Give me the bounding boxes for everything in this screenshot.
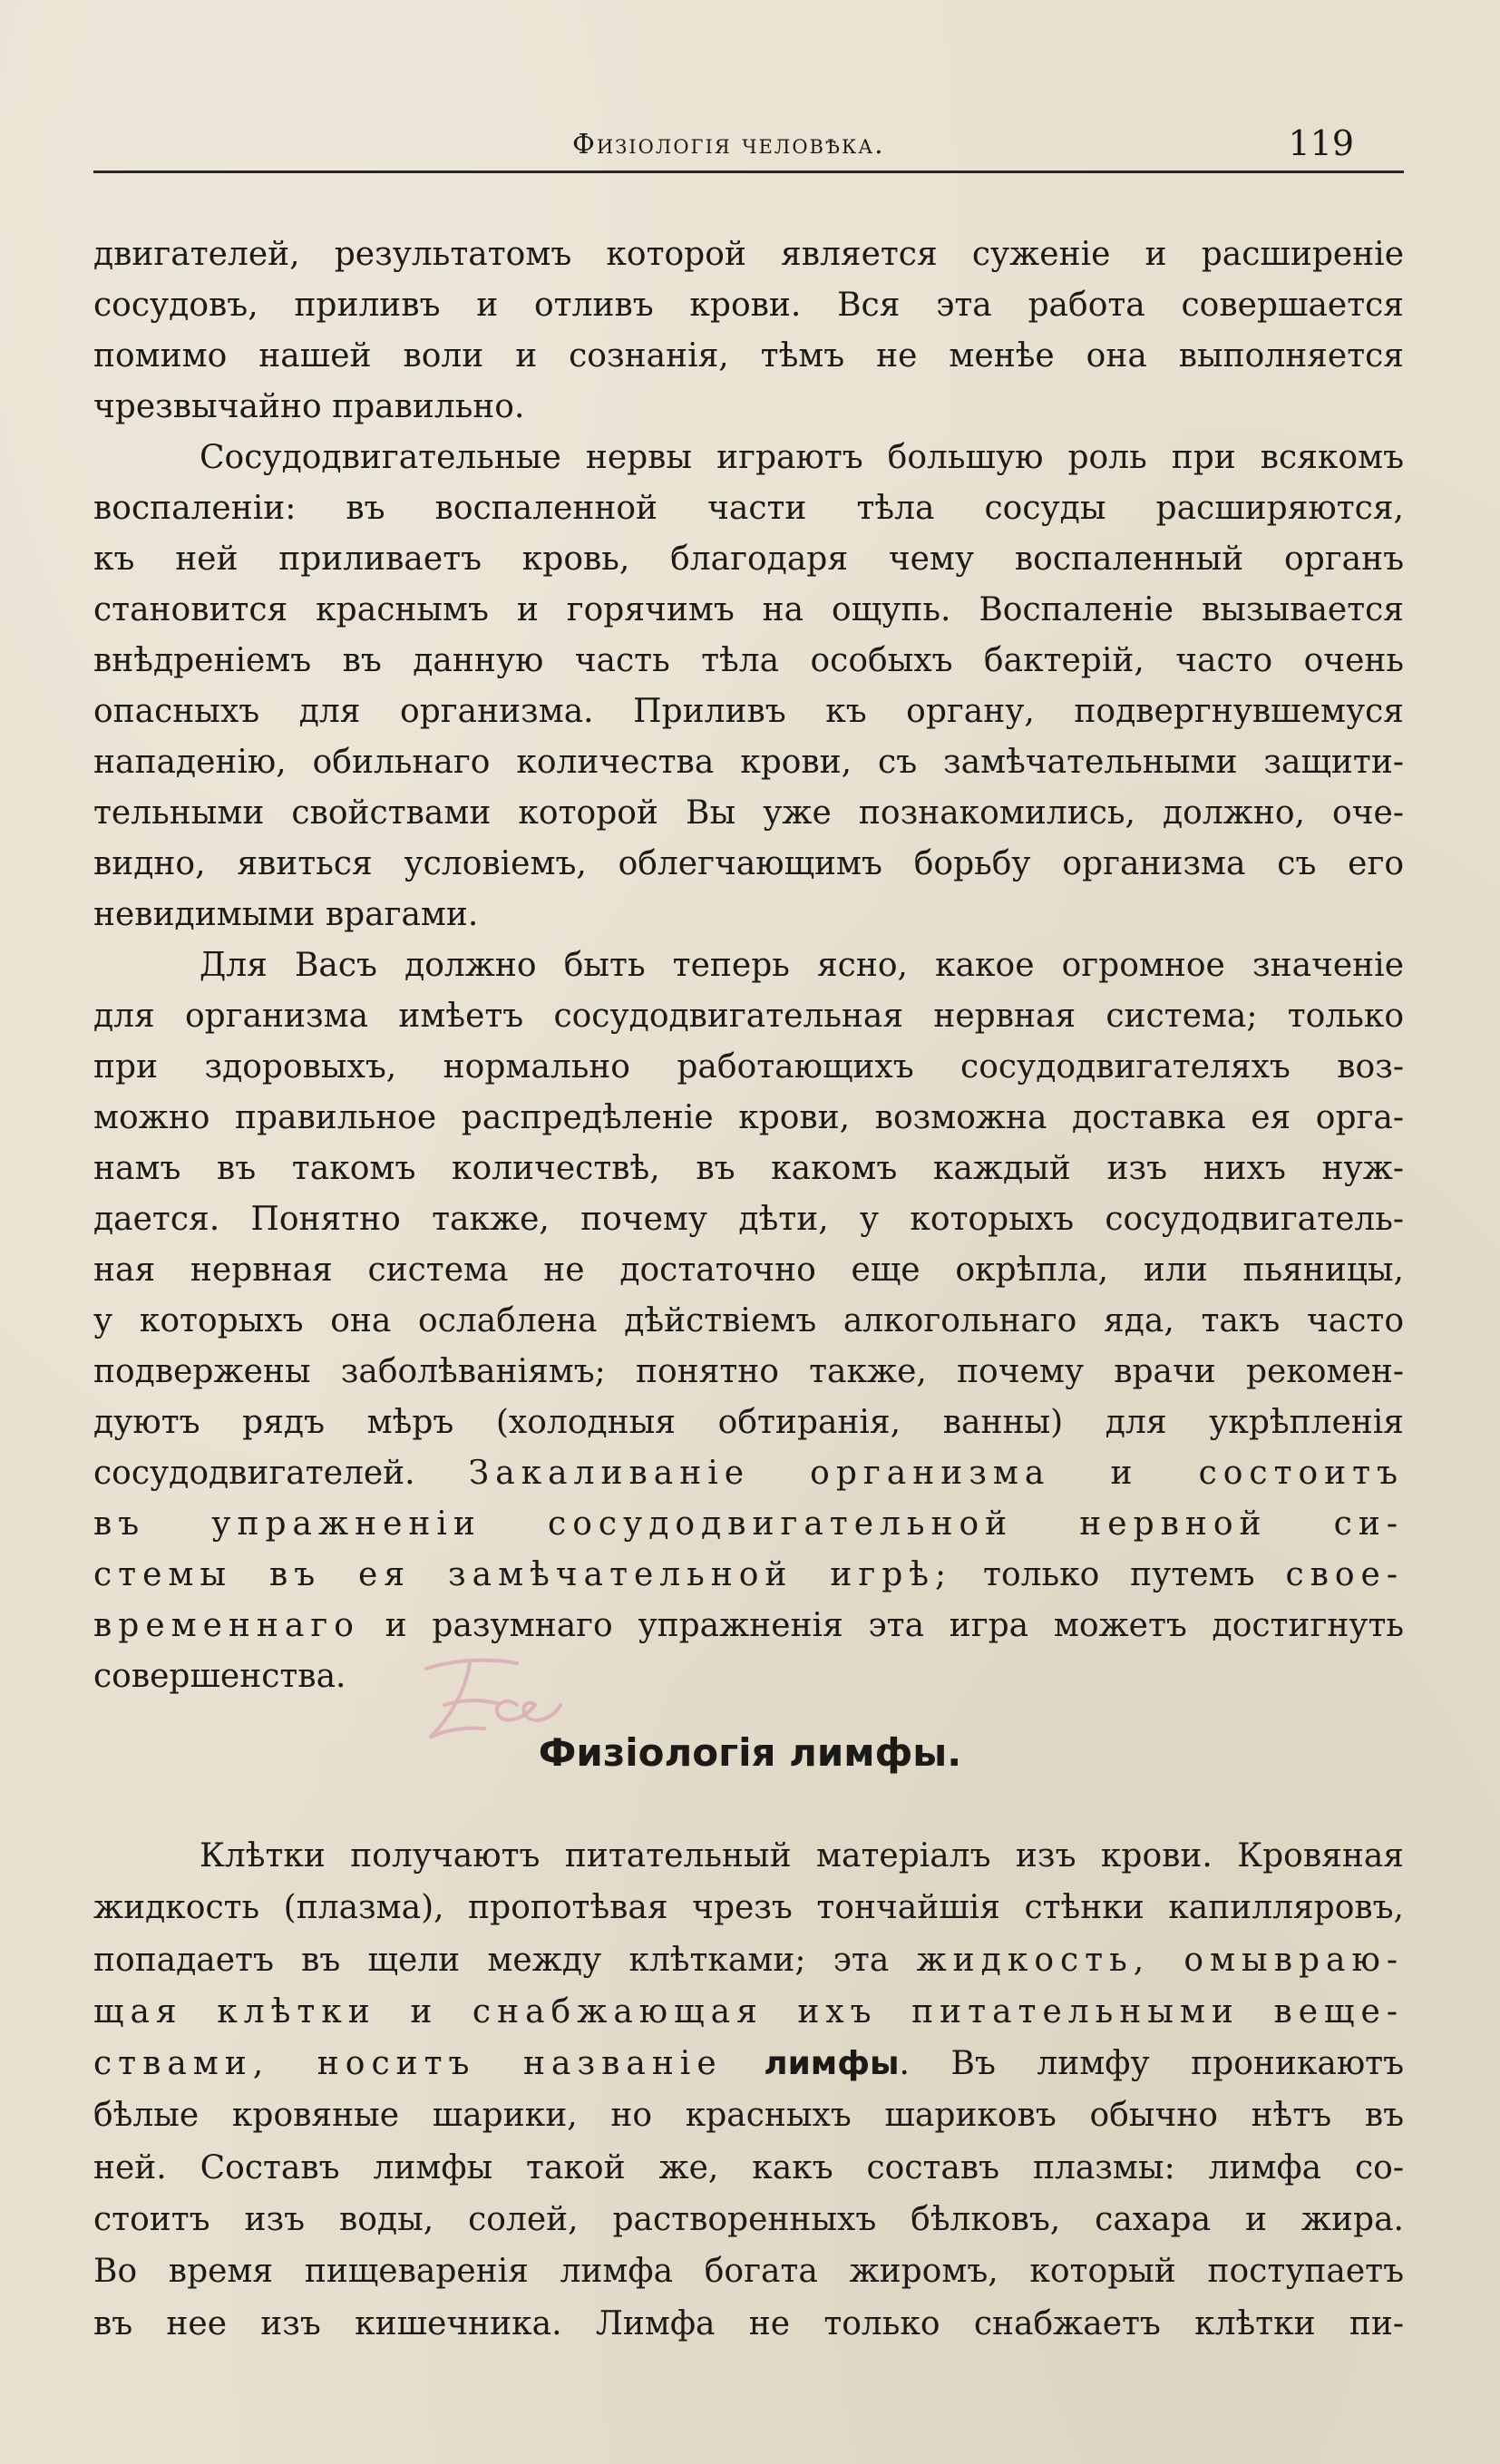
spaced-emphasis: Закаливаніе организма и состоитъ — [468, 1455, 1404, 1492]
page-header — [93, 123, 1404, 173]
text-run: только путемъ — [983, 1556, 1255, 1593]
text-line: Во время пищеваренія лимфа богата жиромъ, который поступаетъ — [93, 2253, 1404, 2291]
text-line: Для Васъ должно быть теперь ясно, какое огромное значеніе — [200, 947, 1404, 984]
text-line: воспаленіи: въ воспаленной части тѣла сосуды расширяются, — [93, 490, 1404, 527]
text-run: и разумнаго упражненія эта игра можетъ достигнуть — [385, 1607, 1404, 1644]
text-line: становится краснымъ и горячимъ на ощупь. Воспаленіе вызывается — [93, 591, 1404, 628]
spaced-emphasis: временнаго — [93, 1607, 360, 1644]
spaced-emphasis: стемы въ ея замѣчательной игрѣ; — [93, 1556, 953, 1593]
text-line: у которыхъ она ослаблена дѣйствіемъ алкогольнаго яда, такъ часто — [93, 1302, 1404, 1339]
text-line: подвержены заболѣваніямъ; понятно также, почему врачи рекомен- — [93, 1353, 1404, 1390]
text-line: бѣлые кровяные шарики, но красныхъ шариковъ обычно нѣтъ въ — [93, 2097, 1404, 2135]
text-line: дается. Понятно также, почему дѣти, у которыхъ сосудодвигатель- — [93, 1201, 1404, 1238]
spaced-emphasis: жидкость, омывраю- — [916, 1941, 1404, 1979]
text-line-mixed — [93, 2038, 1404, 2089]
text-line: сосудовъ, приливъ и отливъ крови. Вся эта работа совершается — [93, 287, 1404, 324]
spaced-emphasis-line: въ упражненіи сосудодвигательной нервной си- — [93, 1505, 1404, 1543]
text-line: внѣдреніемъ въ данную часть тѣла особыхъ бактерій, часто очень — [93, 642, 1404, 679]
text-line: тельными свойствами которой Вы уже познакомились, должно, оче- — [93, 794, 1404, 832]
section-title: Физіологія лимфы. — [538, 1730, 962, 1775]
text-line: ней. Составъ лимфы такой же, какъ составъ плазмы: лимфа со- — [93, 2148, 1404, 2186]
text-run: . Въ лимфу проникаютъ — [899, 2045, 1404, 2083]
text-line: Сосудодвигательные нервы играютъ большую роль при всякомъ — [200, 439, 1404, 476]
running-title: Физіологія человѣка. — [572, 129, 885, 161]
text-line: Клѣтки получаютъ питательный матеріалъ изъ крови. Кровяная — [200, 1837, 1404, 1875]
spaced-emphasis: ствами, носитъ названіе — [93, 2045, 723, 2083]
spaced-emphasis: свое- — [1285, 1556, 1404, 1593]
text-line-mixed — [93, 1550, 1404, 1601]
text-line: намъ въ такомъ количествѣ, въ какомъ каждый изъ нихъ нуж- — [93, 1150, 1404, 1187]
text-line-mixed — [93, 1934, 1404, 1986]
text-run: попадаетъ въ щели между клѣтками; эта — [93, 1941, 890, 1979]
text-line: для организма имѣетъ сосудодвигательная нервная система; только — [93, 998, 1404, 1035]
text-line: двигателей, результатомъ которой является суженіе и расширеніе — [93, 236, 1404, 273]
text-line: можно правильное распредѣленіе крови, возможна доставка ея орга- — [93, 1099, 1404, 1136]
text-run: сосудодвигателей. — [93, 1455, 415, 1492]
text-line: чрезвычайно правильно. — [93, 388, 525, 425]
text-line: видно, явиться условіемъ, облегчающимъ борьбу организма съ его — [93, 845, 1404, 882]
text-line: жидкость (плазма), пропотѣвая чрезъ тончайшія стѣнки капилляровъ, — [93, 1889, 1404, 1927]
text-line: къ ней приливаетъ кровь, благодаря чему воспаленный органъ — [93, 541, 1404, 578]
text-line-mixed — [93, 1601, 1404, 1651]
section-lymph-text — [93, 1830, 1404, 2350]
text-line: дуютъ рядъ мѣръ (холодныя обтиранія, ванны) для укрѣпленія — [93, 1404, 1404, 1441]
term-lymph: лимфы — [764, 2045, 900, 2083]
spaced-emphasis-line: щая клѣтки и снабжающая ихъ питательными веще- — [93, 1992, 1404, 2031]
text-line: при здоровыхъ, нормально работающихъ сосудодвигателяхъ воз- — [93, 1048, 1404, 1086]
text-line: совершенства. — [93, 1658, 346, 1695]
text-line: опасныхъ для организма. Приливъ къ органу, подвергнувшемуся — [93, 693, 1404, 730]
text-line-mixed — [93, 1448, 1404, 1499]
section-vasomotor-text — [93, 229, 1404, 1702]
text-line: помимо нашей воли и сознанія, тѣмъ не менѣе она выполняется — [93, 337, 1404, 375]
text-line: стоитъ изъ воды, солей, растворенныхъ бѣлковъ, сахара и жира. — [93, 2201, 1404, 2239]
text-line: ная нервная система не достаточно еще окрѣпла, или пьяницы, — [93, 1251, 1404, 1289]
text-line: въ нее изъ кишечника. Лимфа не только снабжаетъ клѣтки пи- — [93, 2304, 1404, 2342]
text-line: невидимыми врагами. — [93, 896, 479, 933]
page-number: 119 — [1288, 123, 1354, 163]
text-line: нападенію, обильнаго количества крови, съ замѣчательными защити- — [93, 744, 1404, 781]
